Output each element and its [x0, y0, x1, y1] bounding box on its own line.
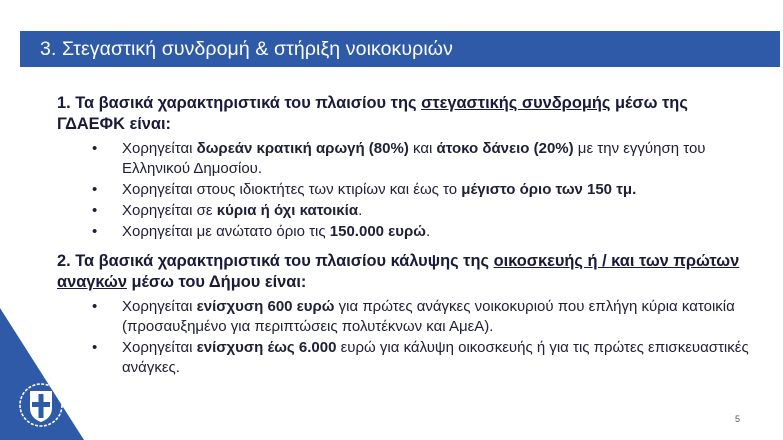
section1-heading: 1. Τα βασικά χαρακτηριστικά του πλαισίου της στεγαστικής συνδρομής μέσω της ΓΔΑΕΦΚ είναι:	[57, 94, 688, 133]
list-item: • Χορηγείται στους ιδιοκτήτες των κτιρίων και έως το μέγιστο όριο των 150 τμ.	[92, 180, 757, 200]
list-item: • Χορηγείται ενίσχυση 600 ευρώ για πρώτες ανάγκες νοικοκυριού που επλήγη κύρια κατοικία (προσαυξημένο για περιπτώσεις πολυτέκνων και ΑμεΑ).	[92, 297, 757, 337]
section2-list	[57, 297, 757, 378]
list-item: • Χορηγείται σε κύρια ή όχι κατοικία.	[92, 201, 757, 221]
slide-title: 3. Στεγαστική συνδρομή & στήριξη νοικοκυριών	[40, 37, 453, 60]
list-item: • Χορηγείται με ανώτατο όριο τις 150.000 ευρώ.	[92, 222, 757, 242]
page-number: 5	[734, 414, 740, 424]
greek-coat-of-arms-icon	[18, 382, 64, 428]
list-item: • Χορηγείται δωρεάν κρατική αρωγή (80%) και άτοκο δάνειο (20%) με την εγγύηση του Ελληνικού Δημοσίου.	[92, 139, 757, 179]
slide-content	[57, 93, 757, 379]
section1-list	[57, 139, 757, 242]
section2-heading: 2. Τα βασικά χαρακτηριστικά του πλαισίου κάλυψης της οικοσκευής ή / και των πρώτων αναγκών μέσω του Δήμου είναι:	[57, 252, 740, 291]
list-item: • Χορηγείται ενίσχυση έως 6.000 ευρώ για κάλυψη οικοσκευής ή για τις πρώτες επισκευαστικές ανάγκες.	[92, 338, 757, 378]
slide-title-bar	[20, 31, 780, 67]
